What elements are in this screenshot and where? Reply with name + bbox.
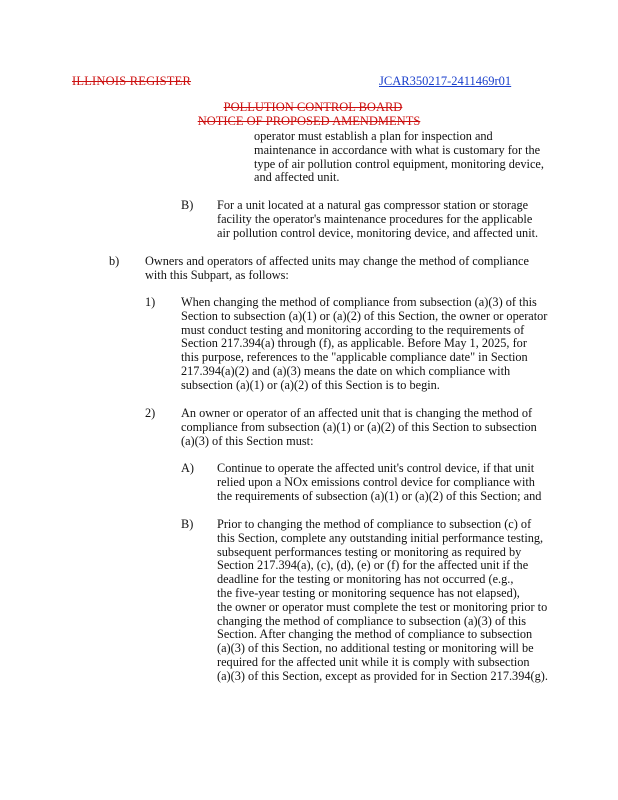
- item-marker: B): [181, 198, 194, 212]
- item-marker: A): [181, 461, 194, 475]
- text-line: compliance from subsection (a)(1) or (a)(2) of this Section to subsection: [181, 419, 537, 434]
- text-line: the requirements of subsection (a)(1) or (a)(2) of this Section; and: [217, 488, 542, 503]
- paragraph-1: [181, 296, 547, 393]
- agency-name: POLLUTION CONTROL BOARD: [223, 100, 403, 114]
- text-line: (a)(3) of this Section, except as provided for in Section 217.394(g).: [217, 668, 548, 683]
- text-line: Prior to changing the method of compliance to subsection (c) of: [217, 517, 532, 531]
- text-line: operator must establish a plan for inspection and: [254, 129, 493, 143]
- text-line: An owner or operator of an affected unit that is changing the method of: [181, 406, 533, 420]
- text-line: this Section, complete any outstanding initial performance testing,: [217, 530, 544, 545]
- text-line: 217.394(a)(2) and (a)(3) means the date on which compliance with: [181, 363, 511, 378]
- item-marker: B): [181, 517, 194, 531]
- subsection-b: [145, 255, 529, 283]
- text-line: relied upon a NOx emissions control device for compliance with: [217, 474, 535, 489]
- subparagraph-b1: [217, 199, 538, 240]
- text-line: the five-year testing or monitoring sequence has not elapsed),: [217, 585, 520, 600]
- text-line: For a unit located at a natural gas compressor station or storage: [217, 198, 529, 212]
- text-line: with this Subpart, as follows:: [145, 267, 289, 282]
- text-line: and affected unit.: [254, 170, 340, 185]
- subparagraph-b2: [217, 518, 548, 684]
- text-line: (a)(3) of this Section, no additional testing or monitoring will be: [217, 641, 534, 656]
- text-line: Section to subsection (a)(1) or (a)(2) of this Section, the owner or operator: [181, 308, 548, 323]
- text-line: Section 217.394(a), (c), (d), (e) or (f) for the affected unit if the: [217, 558, 529, 573]
- register-title: ILLINOIS REGISTER: [72, 74, 192, 88]
- text-line: subsequent performances testing or monitoring as required by: [217, 544, 522, 559]
- text-line: When changing the method of compliance from subsection (a)(3) of this: [181, 295, 537, 309]
- notice-title: NOTICE OF PROPOSED AMENDMENTS: [197, 114, 421, 128]
- text-line: type of air pollution control equipment, monitoring device,: [254, 156, 544, 171]
- text-line: this purpose, references to the "applicable compliance date" in Section: [181, 350, 528, 365]
- item-marker: 1): [145, 295, 156, 309]
- text-line: air pollution control device, monitoring device, and affected unit.: [217, 225, 539, 240]
- text-line: must conduct testing and monitoring according to the requirements of: [181, 322, 525, 337]
- text-line: subsection (a)(1) or (a)(2) of this Section is to begin.: [181, 377, 440, 392]
- text-line: the owner or operator must complete the test or monitoring prior to: [217, 599, 548, 614]
- subparagraph-a: [217, 462, 541, 503]
- item-marker: b): [109, 254, 120, 268]
- text-line: changing the method of compliance to subsection (a)(3) of this: [217, 613, 527, 628]
- continued-paragraph: [254, 130, 544, 185]
- text-line: deadline for the testing or monitoring has not occurred (e.g.,: [217, 572, 514, 587]
- text-line: Owners and operators of affected units may change the method of compliance: [145, 254, 529, 268]
- text-line: facility the operator's maintenance procedures for the applicable: [217, 211, 533, 226]
- document-id: JCAR350217-2411469r01: [379, 74, 512, 88]
- text-line: Continue to operate the affected unit's control device, if that unit: [217, 461, 535, 475]
- text-line: (a)(3) of this Section must:: [181, 433, 314, 448]
- text-line: maintenance in accordance with what is customary for the: [254, 142, 541, 157]
- item-marker: 2): [145, 406, 156, 420]
- text-line: Section 217.394(a) through (f), as applicable. Before May 1, 2025, for: [181, 336, 527, 351]
- text-line: Section. After changing the method of compliance to subsection: [217, 627, 533, 642]
- paragraph-2: [181, 407, 537, 448]
- text-line: required for the affected unit while it is comply with subsection: [217, 654, 530, 669]
